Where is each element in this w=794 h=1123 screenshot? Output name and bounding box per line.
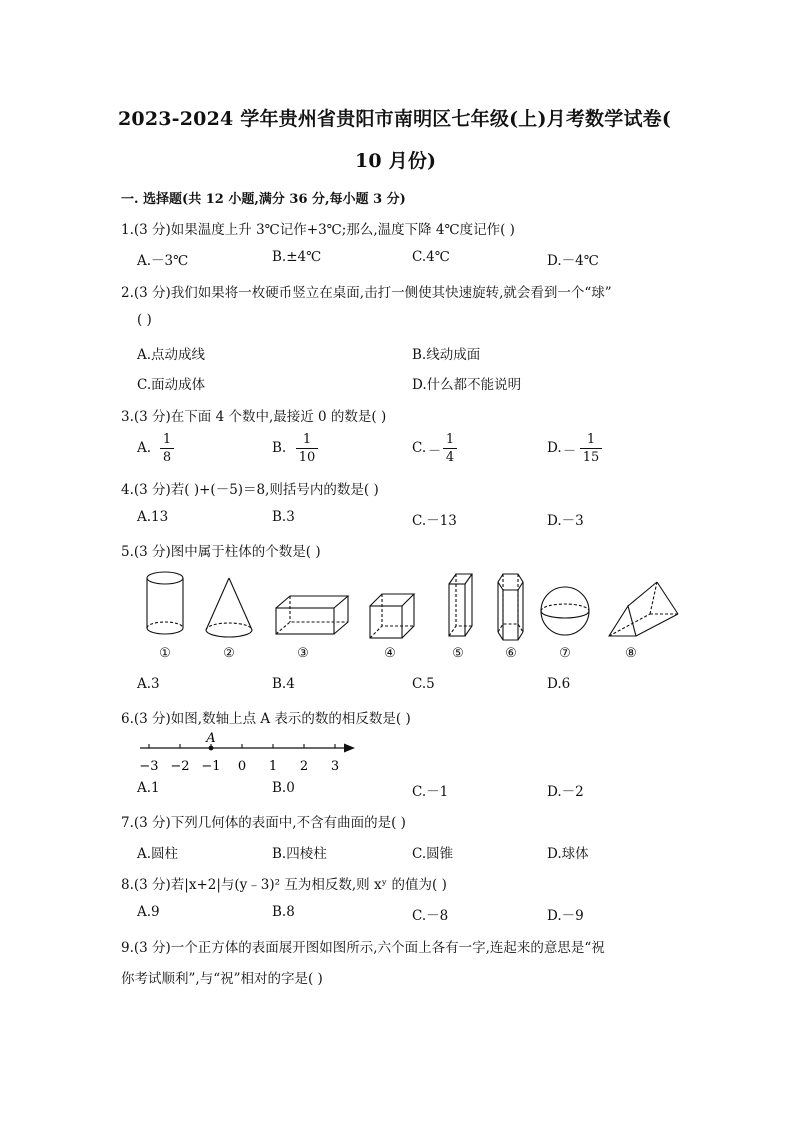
fraction-denominator: 4: [445, 450, 455, 465]
number-line-tick-label: 2: [299, 759, 309, 774]
q6-option-d[interactable]: D.－2: [547, 784, 584, 800]
number-line-figure: [0, 728, 794, 778]
number-line-arrow: [344, 744, 355, 753]
question-1-stem: 1.(3 分)如果温度上升 3℃记作+3℃;那么,温度下降 4℃度记作( ): [121, 222, 515, 238]
number-line-tick-label: −2: [170, 759, 190, 774]
fraction-numerator: 1: [302, 432, 312, 447]
fraction-numerator: 1: [586, 432, 596, 447]
shape-label-3: ③: [297, 646, 309, 661]
shape-label-5: ⑤: [452, 646, 464, 661]
q7-option-a[interactable]: A.圆柱: [137, 846, 179, 862]
rectangular-prism-shape: [449, 574, 472, 636]
q7-option-d[interactable]: D.球体: [547, 846, 589, 862]
q1-option-b[interactable]: B.±4℃: [272, 249, 322, 265]
q1-option-d[interactable]: D.－4℃: [547, 253, 599, 269]
q2-option-b[interactable]: B.线动成面: [412, 347, 481, 363]
q5-option-d[interactable]: D.6: [547, 676, 571, 692]
shape-label-8: ⑧: [625, 646, 637, 661]
fraction-bar: [443, 448, 457, 449]
question-9-stem: 9.(3 分)一个正方体的表面展开图如图所示,六个面上各有一字,连起来的意思是“祝: [121, 940, 605, 956]
cylinder-shape: [147, 572, 183, 634]
q4-option-b[interactable]: B.3: [272, 509, 295, 525]
hexagonal-prism-shape: [498, 574, 523, 640]
cuboid-shape: [276, 596, 348, 634]
page-title-line1: 2023-2024 学年贵州省贵阳市南明区七年级(上)月考数学试卷(: [118, 108, 672, 130]
q1-option-c[interactable]: C.4℃: [412, 249, 450, 265]
shape-label-6: ⑥: [505, 646, 517, 661]
q3-option-b[interactable]: B.: [272, 440, 287, 456]
section-heading: 一. 选择题(共 12 小题,满分 36 分,每小题 3 分): [121, 192, 406, 207]
cube-shape: [370, 594, 414, 638]
fraction-denominator: 10: [298, 450, 316, 465]
sphere-shape: [541, 587, 589, 635]
point-a-dot: [209, 746, 214, 751]
q8-option-b[interactable]: B.8: [272, 904, 295, 920]
q4-option-a[interactable]: A.13: [137, 509, 169, 525]
fraction-bar: [160, 448, 174, 449]
number-line-tick-label: 3: [330, 759, 340, 774]
q3-fraction-a: [160, 432, 174, 465]
q3-option-c[interactable]: C.: [412, 440, 427, 456]
page-title-line2: 10 月份): [355, 150, 437, 172]
solid-shapes-figure: [0, 568, 794, 678]
number-line-tick-label: −1: [201, 759, 221, 774]
shape-label-7: ⑦: [559, 646, 571, 661]
q6-option-a[interactable]: A.1: [137, 780, 160, 796]
question-4-stem: 4.(3 分)若( )+(－5)＝8,则括号内的数是( ): [121, 482, 379, 498]
fraction-denominator: 8: [162, 450, 172, 465]
fraction-numerator: 1: [445, 432, 455, 447]
q5-option-c[interactable]: C.5: [412, 676, 435, 692]
q3-option-d[interactable]: D.: [547, 440, 562, 456]
triangular-prism-shape: [609, 582, 678, 636]
q4-option-c[interactable]: C.－13: [412, 513, 457, 529]
q2-option-c[interactable]: C.面动成体: [137, 377, 206, 393]
q5-option-b[interactable]: B.4: [272, 676, 295, 692]
question-9-stem-cont: 你考试顺利”,与“祝”相对的字是( ): [121, 971, 323, 987]
q7-option-c[interactable]: C.圆锥: [412, 846, 454, 862]
point-a-label: A: [206, 731, 216, 746]
q3-option-a[interactable]: A.: [137, 440, 152, 456]
shape-label-1: ①: [159, 646, 171, 661]
fraction-numerator: 1: [162, 432, 172, 447]
question-2-stem: 2.(3 分)我们如果将一枚硬币竖立在桌面,击打一侧使其快速旋转,就会看到一个“球”: [121, 285, 612, 301]
q8-option-d[interactable]: D.－9: [547, 908, 584, 924]
number-line-tick-label: 0: [237, 759, 247, 774]
cone-shape: [206, 578, 252, 637]
fraction-denominator: 15: [582, 450, 600, 465]
q3-sign-c: －: [428, 444, 442, 459]
number-line-tick-label: 1: [268, 759, 278, 774]
question-7-stem: 7.(3 分)下列几何体的表面中,不含有曲面的是( ): [121, 815, 406, 831]
question-3-stem: 3.(3 分)在下面 4 个数中,最接近 0 的数是( ): [121, 409, 387, 425]
shape-label-4: ④: [384, 646, 396, 661]
shape-label-2: ②: [223, 646, 235, 661]
question-8-stem: 8.(3 分)若|x+2|与(y﹣3)² 互为相反数,则 xʸ 的值为( ): [121, 877, 447, 893]
q6-option-c[interactable]: C.－1: [412, 784, 449, 800]
q3-sign-d: －: [563, 444, 577, 459]
q8-option-a[interactable]: A.9: [137, 904, 160, 920]
question-2-stem-cont: ( ): [137, 312, 152, 328]
q2-option-a[interactable]: A.点动成线: [137, 347, 206, 363]
q6-option-b[interactable]: B.0: [272, 780, 295, 796]
fraction-bar: [296, 448, 318, 449]
number-line-tick-label: −3: [139, 759, 159, 774]
q5-option-a[interactable]: A.3: [137, 676, 160, 692]
q3-fraction-d: [580, 432, 602, 465]
q3-fraction-c: [443, 432, 457, 465]
q1-option-a[interactable]: A.－3℃: [137, 253, 189, 269]
q7-option-b[interactable]: B.四棱柱: [272, 846, 327, 862]
q2-option-d[interactable]: D.什么都不能说明: [412, 377, 522, 393]
q3-fraction-b: [296, 432, 318, 465]
fraction-bar: [580, 448, 602, 449]
question-5-stem: 5.(3 分)图中属于柱体的个数是( ): [121, 544, 321, 560]
q8-option-c[interactable]: C.－8: [412, 908, 449, 924]
question-6-stem: 6.(3 分)如图,数轴上点 A 表示的数的相反数是( ): [121, 711, 411, 727]
q4-option-d[interactable]: D.－3: [547, 513, 584, 529]
